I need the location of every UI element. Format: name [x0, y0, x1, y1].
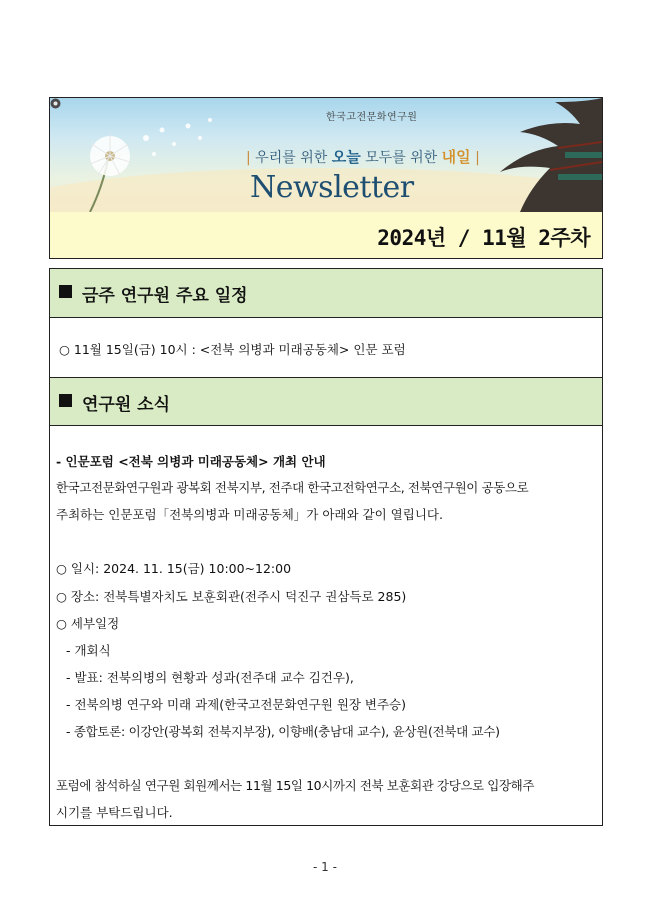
tagline-part1: 우리를 위한	[255, 150, 328, 166]
schedule-item: ○ 11월 15일(금) 10시 : <전북 의병과 미래공동체> 인문 포럼	[59, 342, 406, 357]
square-bullet-icon	[59, 394, 72, 407]
event-datetime: ○ 일시: 2024. 11. 15(금) 10:00~12:00	[56, 561, 292, 576]
section-title: 금주 연구원 주요 일정	[82, 286, 248, 306]
section-header-schedule	[50, 269, 602, 318]
closing-line: 시기를 부탁드립니다.	[56, 805, 173, 820]
org-name: 한국고전문화연구원	[326, 112, 418, 123]
issue-date: 2024년 / 11월 2주차	[377, 226, 590, 250]
news-intro-line: 주최하는 인문포럼「전북의병과 미래공동체」가 아래와 같이 열립니다.	[56, 507, 443, 522]
news-headline: - 인문포럼 <전북 의병과 미래공동체> 개최 안내	[56, 454, 326, 469]
schedule-label: ○ 세부일정	[56, 616, 120, 631]
tagline: | 우리를 위한 오늘 모두를 위한 내일 |	[246, 148, 480, 166]
tagline-part2: 모두를 위한	[365, 150, 438, 166]
org-logo-icon	[50, 98, 61, 109]
event-place: ○ 장소: 전북특별자치도 보훈회관(전주시 덕진구 권삼득로 285)	[56, 589, 407, 604]
header-banner	[50, 98, 602, 213]
news-intro-line: 한국고전문화연구원과 광복회 전북지부, 전주대 한국고전학연구소, 전북연구원이 공동으로	[56, 480, 529, 495]
schedule-detail: - 종합토론: 이강안(광복회 전북지부장), 이향배(충남대 교수), 윤상원(전북대 교수)	[66, 724, 500, 739]
newsletter-header	[49, 97, 603, 259]
schedule-detail: - 개회식	[66, 643, 111, 658]
schedule-detail: - 전북의병 연구와 미래 과제(한국고전문화연구원 원장 변주승)	[66, 697, 406, 712]
tagline-emphasis2: 내일	[441, 148, 471, 166]
tagline-emphasis1: 오늘	[331, 148, 361, 166]
section-title: 연구원 소식	[82, 395, 171, 415]
closing-line: 포럼에 참석하실 연구원 회원께서는 11월 15일 10시까지 전북 보훈회관 강당으로 입장해주	[56, 778, 535, 793]
section-header-news	[50, 377, 602, 426]
issue-date-row	[50, 212, 602, 258]
newsletter-content	[49, 268, 603, 826]
page-number: - 1 -	[313, 860, 337, 874]
square-bullet-icon	[59, 285, 72, 298]
newsletter-title: Newsletter	[250, 170, 414, 205]
schedule-detail: - 발표: 전북의병의 현황과 성과(전주대 교수 김건우),	[66, 670, 354, 685]
